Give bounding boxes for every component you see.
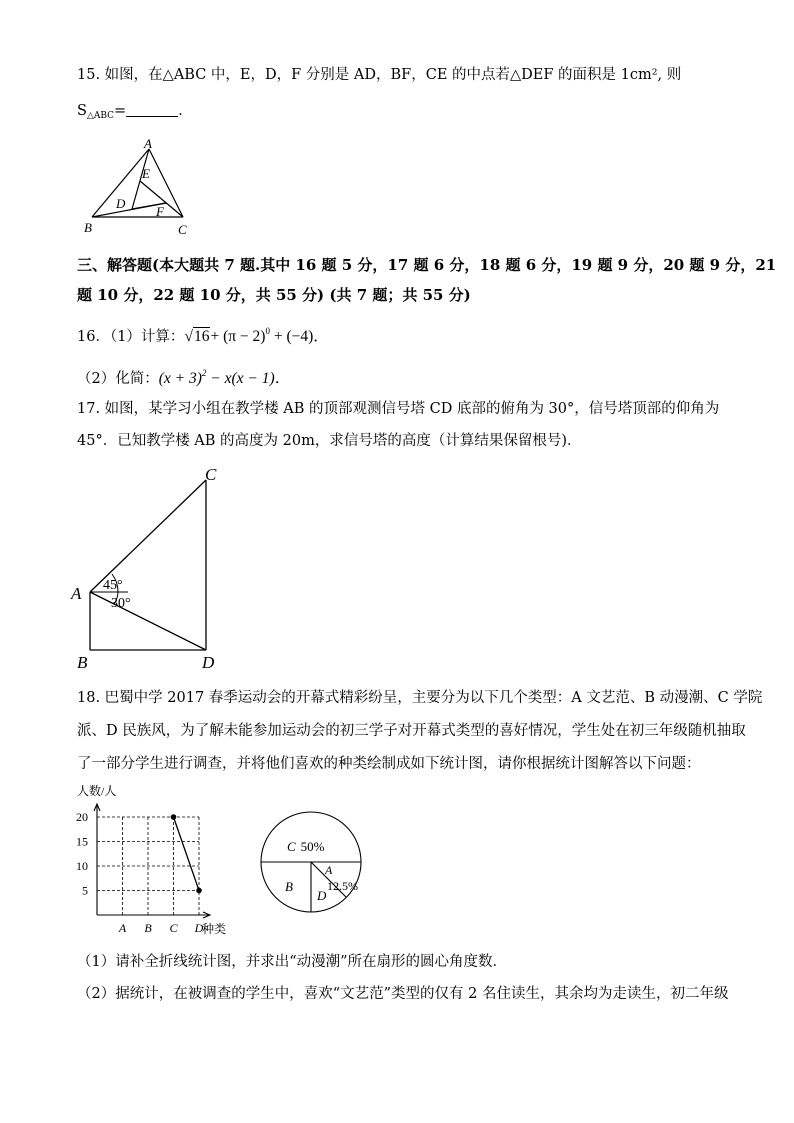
q16-exp0: 0 <box>265 326 270 336</box>
y-tick-label: 20 <box>76 810 88 824</box>
fig15-label-f: F <box>156 204 164 219</box>
y-tick-label: 10 <box>76 859 88 873</box>
chart-ylabel: 人数/人 <box>77 784 117 798</box>
pie-c-percent: 50% <box>300 839 325 854</box>
x-tick-label: B <box>144 921 152 935</box>
chart-xlabel: 种类 <box>202 922 227 936</box>
s-subscript: △ABC <box>86 111 115 121</box>
x-tick-label: C <box>169 921 178 935</box>
angle-45-label: 45° <box>103 578 123 593</box>
pie-slice-d-label: D <box>317 888 327 903</box>
angle-30-label: 30° <box>111 596 131 611</box>
fig17-label-a: A <box>71 584 82 603</box>
q16-exp2: 2 <box>201 368 207 378</box>
fig17-label-d: D <box>202 653 215 672</box>
fig15-label-b: B <box>84 220 92 235</box>
pie-slice-a-percent: 12.5% <box>327 879 358 893</box>
fig15-label-a: A <box>144 136 152 151</box>
sqrt-radicand: 16 <box>193 328 210 345</box>
pie-slice-b-label: B <box>285 879 293 894</box>
fig17-label-b: B <box>77 653 88 672</box>
fig15-label-c: C <box>178 222 187 237</box>
q18-line3: 了一部分学生进行调查，并将他们喜欢的种类绘制成如下统计图，请你根据统计图解答以下问题： <box>77 756 701 772</box>
section3-line1: 三、解答题(本大题共 7 题.其中 16 题 5 分，17 题 6 分，18 题 6 分，19 题 9 分，20 题 9 分，21 <box>77 256 777 274</box>
q16-part1-mid: + (π − 2) <box>210 328 266 345</box>
pie-slice-c-label <box>287 839 325 854</box>
x-tick-label: A <box>118 921 127 935</box>
q17-line2: 45°．已知教学楼 AB 的高度为 20m，求信号塔的高度（计算结果保留根号)． <box>77 433 582 449</box>
pie-c-letter: C <box>287 839 296 854</box>
s-equals: = <box>114 103 127 119</box>
q18-line1: 18. 巴蜀中学 2017 春季运动会的开幕式精彩纷呈，主要分为以下几个类型：A 文艺范、B 动漫潮、C 学院 <box>77 690 763 706</box>
q15-period: ． <box>178 103 193 119</box>
q16-part1-end: + (−4)． <box>273 328 329 345</box>
y-tick-label: 15 <box>76 834 88 849</box>
s-letter: S <box>77 103 87 119</box>
q16-part2-b: − x(x − 1)． <box>206 370 291 387</box>
q18-sub2: （2）据统计，在被调查的学生中，喜欢“文艺范”类型的仅有 2 名住读生，其余均为走读生，初二年级 <box>77 986 729 1002</box>
q17-line1: 17. 如图，某学习小组在教学楼 AB 的顶部观测信号塔 CD 底部的俯角为 30°，信号塔顶部的仰角为 <box>77 401 720 417</box>
q16-part1-prefix: 16．（1）计算： <box>77 329 185 345</box>
section3-line2: 题 10 分，22 题 10 分，共 55 分) (共 7 题；共 55 分) <box>77 286 471 304</box>
y-tick-label: 5 <box>82 883 88 898</box>
pie-slice-a-label: A <box>325 863 333 877</box>
fig15-label-d: D <box>116 196 126 211</box>
q16-part1: 16．（1）计算：$√16+ (\pi - 2)^0 + (-4)$． <box>77 326 329 345</box>
q16-part2-prefix: （2）化简： <box>77 371 159 387</box>
fig15-label-e: E <box>142 166 150 181</box>
q18-sub1: （1）请补全折线统计图，并求出“动漫潮”所在扇形的圆心角度数． <box>77 954 508 970</box>
q16-part2-a: (x + 3) <box>158 370 202 387</box>
x-tick-label: D <box>194 921 204 935</box>
q18-line2: 派、D 民族风，为了解未能参加运动会的初三学子对开幕式类型的喜好情况，学生处在初三年级随机抽取 <box>77 723 746 739</box>
fig17-label-c: C <box>205 465 217 484</box>
q15-line1: 15. 如图，在△ABC 中，E，D，F 分别是 AD，BF，CE 的中点若△DEF 的面积是 1cm², 则 <box>77 67 682 83</box>
